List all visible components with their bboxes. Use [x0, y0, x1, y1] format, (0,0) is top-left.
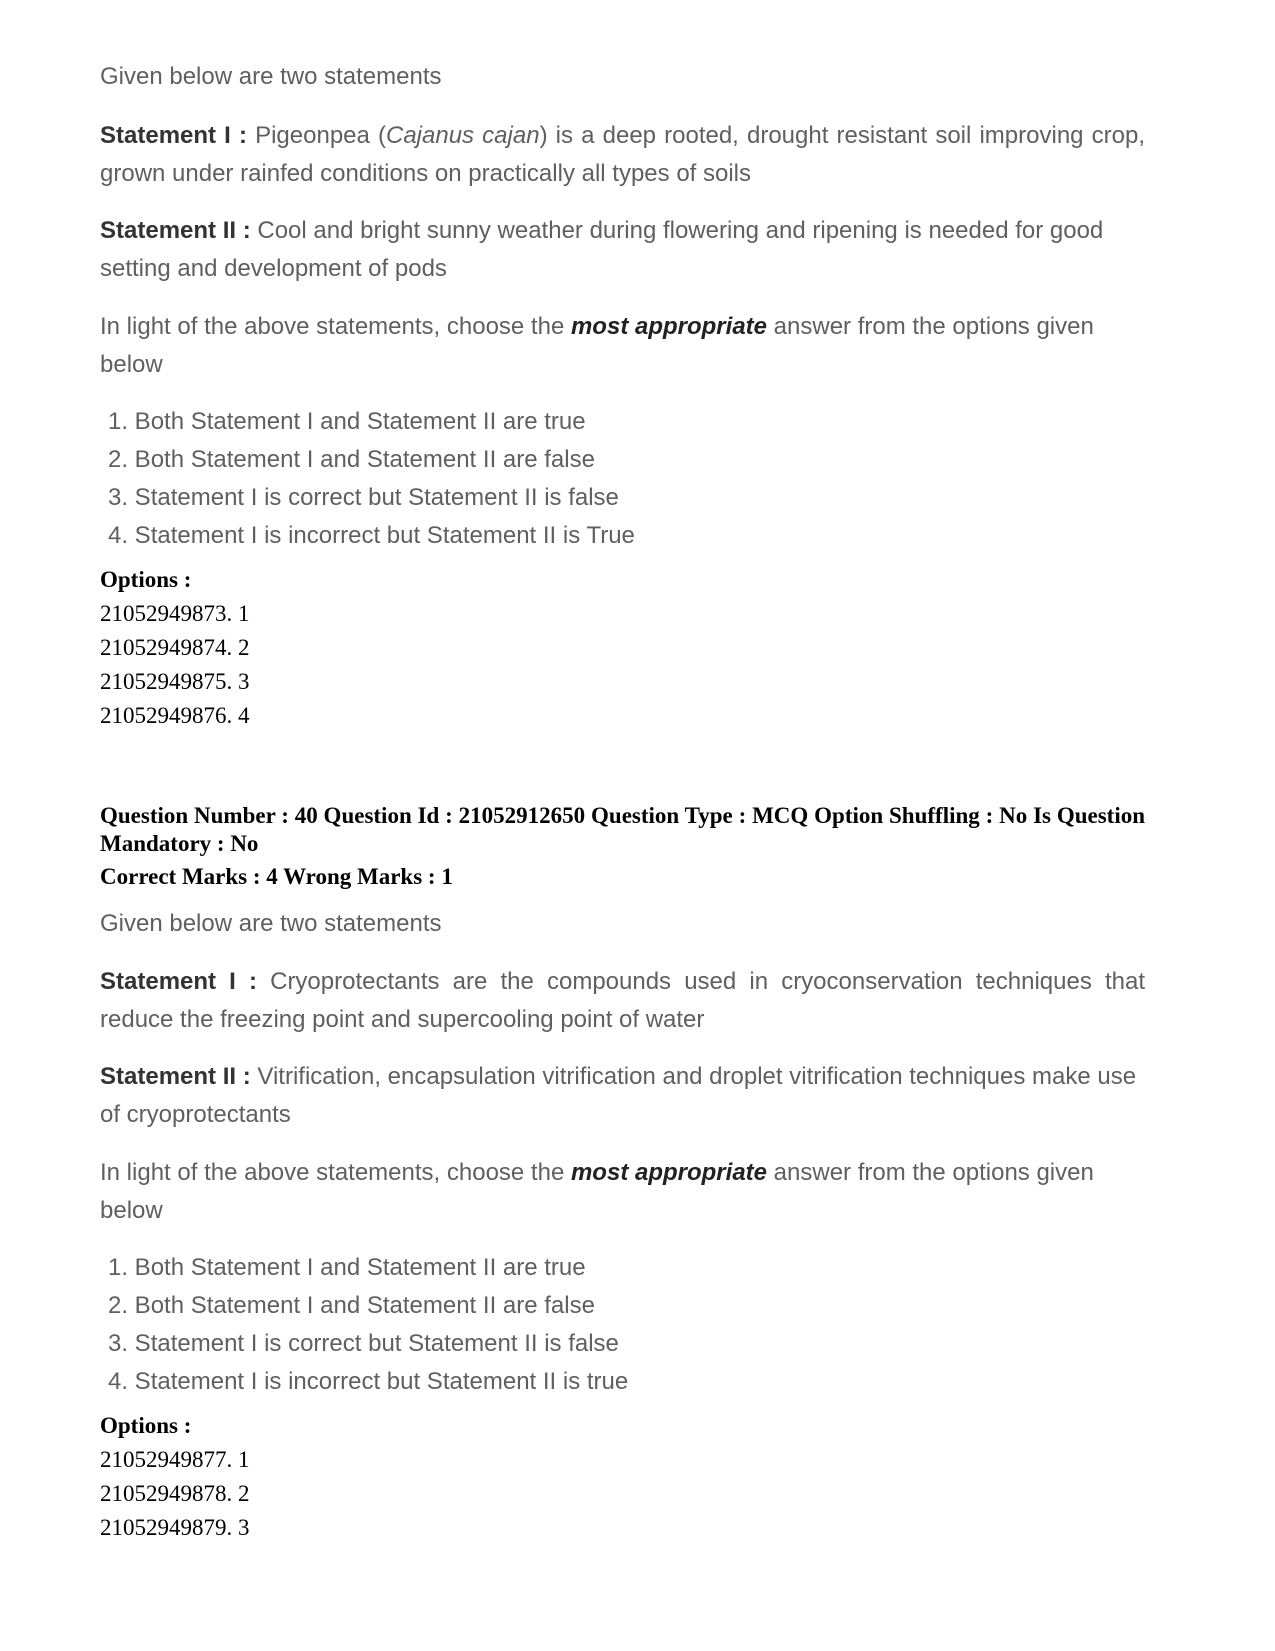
- statement-1-text: Cryoprotectants are the compounds used in cryoconservation techniques that reduce the freezing point and supercooling point of water: [100, 968, 1145, 1033]
- statement-2-text: Cool and bright sunny weather during flowering and ripening is needed for good setting and development of pods: [100, 217, 1104, 282]
- choice-item: 3. Statement I is correct but Statement II is false: [108, 484, 619, 511]
- statement-1-label: Statement I :: [100, 122, 247, 149]
- prompt-pre: In light of the above statements, choose the: [100, 1159, 571, 1186]
- q40-statement-1: [100, 963, 1145, 1039]
- choice-item: 1. Both Statement I and Statement II are true: [108, 408, 586, 435]
- option-item: 21052949879. 3: [100, 1515, 250, 1540]
- choice-item: 4. Statement I is incorrect but Statement II is true: [108, 1368, 629, 1395]
- question-header: Question Number : 40 Question Id : 21052912650 Question Type : MCQ Option Shuffling : No Is Question Mandatory : No: [100, 803, 1145, 856]
- choice-item: 4. Statement I is incorrect but Statement II is True: [108, 522, 635, 549]
- q40-choices: [100, 1249, 1145, 1401]
- q39-statement-2: [100, 212, 1145, 288]
- statement-1-label: Statement I :: [100, 968, 257, 995]
- q39-statement-1: [100, 117, 1145, 193]
- prompt-emphasis: most appropriate: [570, 1159, 767, 1186]
- option-item: 21052949873. 1: [100, 601, 250, 626]
- options-label: Options :: [100, 1413, 192, 1438]
- statement-1-italic: Cajanus cajan: [386, 122, 540, 149]
- q39-options: [100, 563, 1145, 733]
- q39-intro-text: Given below are two statements: [100, 63, 442, 90]
- q40-options: [100, 1409, 1145, 1545]
- prompt-post: answer from the options given below: [100, 313, 1094, 378]
- q40-statement-2: [100, 1058, 1145, 1134]
- marks-line: Correct Marks : 4 Wrong Marks : 1: [100, 864, 453, 889]
- q40-prompt: [100, 1154, 1145, 1230]
- statement-2-text: Vitrification, encapsulation vitrification and droplet vitrification techniques make use of cryoprotectants: [100, 1063, 1137, 1128]
- option-item: 21052949878. 2: [100, 1481, 250, 1506]
- q40-intro: [100, 905, 1145, 943]
- choice-item: 2. Both Statement I and Statement II are false: [108, 1292, 595, 1319]
- statement-1-pre: Pigeonpea (: [255, 122, 386, 149]
- option-item: 21052949875. 3: [100, 669, 250, 694]
- option-item: 21052949874. 2: [100, 635, 250, 660]
- q40-meta: [100, 802, 1145, 894]
- prompt-pre: In light of the above statements, choose the: [100, 313, 571, 340]
- prompt-emphasis: most appropriate: [570, 313, 767, 340]
- statement-2-label: Statement II :: [100, 1063, 251, 1090]
- prompt-post: answer from the options given below: [100, 1159, 1094, 1224]
- choice-item: 2. Both Statement I and Statement II are false: [108, 446, 595, 473]
- q39-prompt: [100, 308, 1145, 384]
- option-item: 21052949877. 1: [100, 1447, 250, 1472]
- option-item: 21052949876. 4: [100, 703, 250, 728]
- statement-1-post: ) is a deep rooted, drought resistant soil improving crop, grown under rainfed conditions on practically all types of soils: [100, 122, 1146, 187]
- q39-intro: [100, 58, 1145, 96]
- statement-2-label: Statement II :: [100, 217, 251, 244]
- q40-intro-text: Given below are two statements: [100, 910, 442, 937]
- q39-choices: [100, 403, 1145, 555]
- choice-item: 1. Both Statement I and Statement II are true: [108, 1254, 586, 1281]
- options-label: Options :: [100, 567, 192, 592]
- choice-item: 3. Statement I is correct but Statement II is false: [108, 1330, 619, 1357]
